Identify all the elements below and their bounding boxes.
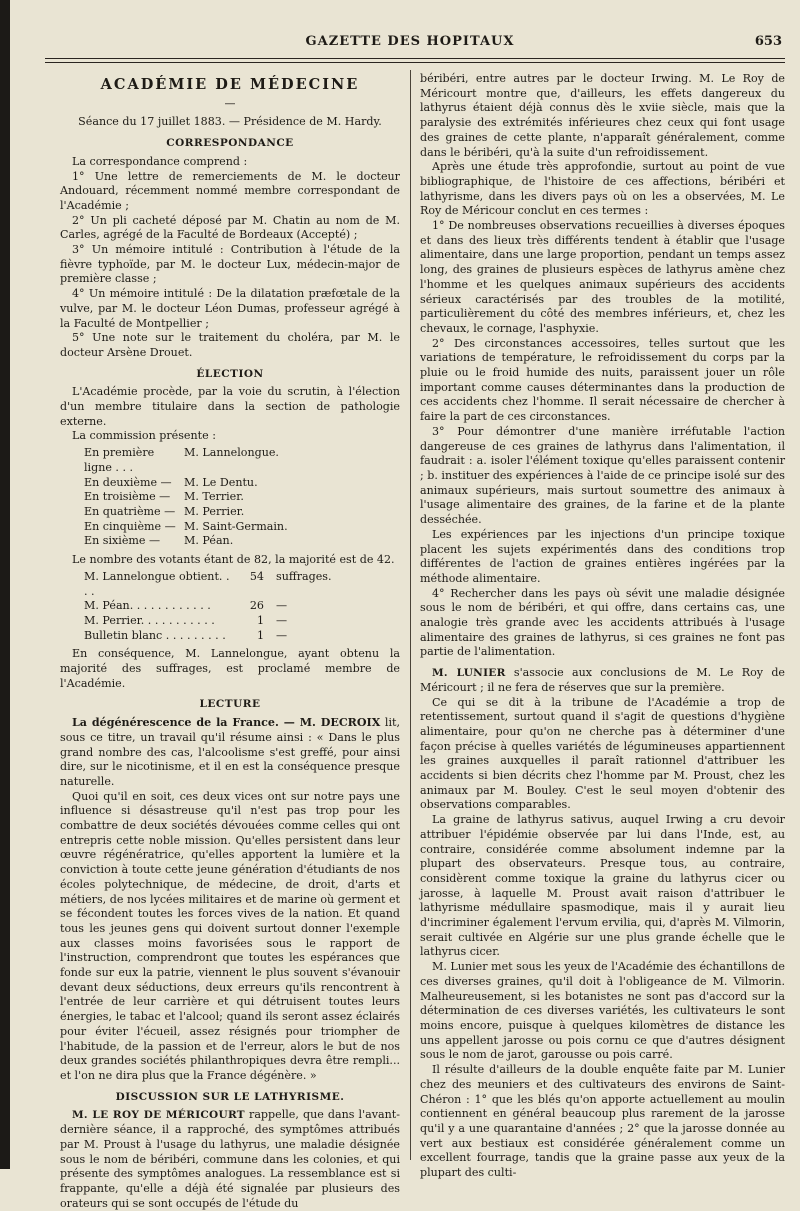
election-intro: L'Académie procède, par la voie du scrutin, à l'élection d'un membre titulaire dans la section de pathologie externe. [60, 385, 400, 428]
correspondance-intro: La correspondance comprend : [72, 154, 248, 168]
body-paragraph: Il résulte d'ailleurs de la double enquête faite par M. Lunier chez des meuniers et des cultivateurs des environs de Saint-Chéron : 1° que les blés qu'on apporte actuellement au moulin contiennent en général beaucoup plus rarement de la jarosse qu'il y a une quarantaine d'années ; 2° que la jarosse donnée au vert aux bestiaux est considérée généralement comme un excellent fourrage, tandis que la graine passe aux yeux de la plupart des culti- [420, 1063, 785, 1180]
body-paragraph: La graine de lathyrus sativus, auquel Irwing a cru devoir attribuer l'épidémie observée par lui dans l'Inde, est, au contraire, considérée comme absolument indemne par la plupart des observateurs. Presque tous, au contraire, considèrent comme toxique la graine du lathyrus cicer ou jarosse, à laquelle M. Proust avait raison d'attribuer le lathyrisme médullaire spasmodique, mais il y aurait lieu d'incriminer également l'ervum ervilia, qui, d'après M. Vilmorin, serait cultivée en Algérie sur une plus grande échelle que le lathyrus cicer. [420, 813, 785, 959]
lecture-paragraph: La dégénérescence de la France. — M. DECROIX lit, sous ce titre, un travail qu'il résume ainsi : « Dans le plus grand nombre des cas, l'alcoolisme s'est greffé, pour ainsi dire, sur le nicotinisme, et il en est la conséquence presque naturelle. [60, 716, 400, 788]
commission-line: La commission présente : [72, 429, 216, 443]
candidate-row: En cinquième — M. Saint-Germain. [84, 519, 288, 533]
journal-title: GAZETTE DES HOPITAUX [305, 34, 515, 49]
election-result: En conséquence, M. Lannelongue, ayant obtenu la majorité des suffrages, est proclamé membre de l'Académie. [60, 647, 400, 690]
seance-line: Séance du 17 juillet 1883. — Présidence de M. Hardy. [78, 115, 382, 129]
body-paragraph: Les expériences par les injections d'un principe toxique placent les sujets expérimentés dans des conditions trop différentes de l'action de graines entières ingérées par la méthode alimentaire. [420, 527, 785, 585]
speaker-name: M. LUNIER [432, 667, 506, 680]
candidate-row: En sixième — M. Péan. [84, 534, 234, 548]
candidate-list [84, 446, 400, 549]
candidate-row: En troisième — M. Terrier. [84, 490, 244, 504]
election-heading: ÉLECTION [196, 367, 264, 380]
candidate-row: En première ligne . . . M. Lannelongue. [84, 446, 279, 474]
body-paragraph: Après une étude très approfondie, surtout au point de vue bibliographique, de l'histoire de ces affections, béribéri et lathyrisme, dans les divers pays où on les a observées, M. Le Roy de Méricour conclut en ces termes : [420, 160, 785, 218]
discussion-heading: DISCUSSION SUR LE LATHYRISME. [115, 1090, 345, 1103]
votants-line: Le nombre des votants étant de 82, la majorité est de 42. [72, 553, 395, 567]
ornament: — [224, 96, 236, 110]
page-header [30, 14, 790, 49]
section-title: ACADÉMIE DE MÉDECINE [100, 76, 360, 93]
correspondance-item: 3° Un mémoire intitulé : Contribution à l'étude de la fièvre typhoïde, par M. le docteur Lux, médecin-major de première classe ; [60, 243, 400, 286]
lunier-paragraph: M. LUNIER s'associe aux conclusions de M. Le Roy de Méricourt ; il ne fera de réserves que sur la première. [420, 666, 785, 694]
vote-row: Bulletin blanc . . . . . . . . . 1 — [84, 628, 288, 642]
header-rule [45, 58, 785, 59]
left-column [60, 72, 400, 1211]
discussion-paragraph: M. LE ROY DE MÉRICOURT rappelle, que dans l'avant-dernière séance, il a rapproché, des symptômes attribués par M. Proust à l'usage du lathyrus, une maladie désignée sous le nom de béribéri, commune dans les colonies, et qui présente des symptômes analogues. La ressemblance est si frappante, qu'elle a déjà été signalée par plusieurs des orateurs qui se sont occupés de l'étude du [60, 1108, 400, 1210]
header-rule-thin [45, 62, 785, 63]
correspondance-item: 2° Un pli cacheté déposé par M. Chatin au nom de M. Carles, agrégé de la Faculté de Bordeaux (Accepté) ; [60, 213, 400, 242]
vote-list [84, 570, 400, 644]
lecture-title: La dégénérescence de la France. — M. DECROIX [72, 716, 381, 730]
lecture-heading: LECTURE [199, 698, 261, 711]
body-paragraph: béribéri, entre autres par le docteur Irwing. M. Le Roy de Méricourt montre que, d'ailleurs, les effets dangereux du lathyrus étaient déjà connus dès le xviie siècle, mais que la paralysie des extrémités inférieures chez ceux qui font usage des graines de cette plante, n'apparaît généralement, comme dans le béribéri, qu'à la suite d'un refroidissement. [420, 72, 785, 159]
correspondance-heading: CORRESPONDANCE [166, 137, 294, 150]
correspondance-item: 5° Une note sur le traitement du choléra, par M. le docteur Arsène Drouet. [60, 331, 400, 359]
page-edge [0, 0, 10, 1169]
vote-row: M. Lannelongue obtient. . . . 54 suffrages. [84, 569, 332, 598]
body-paragraph: Ce qui se dit à la tribune de l'Académie a trop de retentissement, surtout quand il s'agit de questions d'hygiène alimentaire, pour qu'on ne cherche pas à déterminer d'une façon précise à quelles variétés de légumineuses appartiennent les graines auxquelles il paraît rationnel d'attribuer les accidents si bien décrits chez l'homme par M. Proust, chez les animaux par M. Bouley. C'est le seul moyen d'obtenir des observations comparables. [420, 695, 785, 812]
vote-row: M. Perrier. . . . . . . . . . . 1 — [84, 613, 288, 627]
conclusion-item: 1° De nombreuses observations recueillies à diverses époques et dans des lieux très différents tendent à établir que l'usage alimentaire, dans une large proportion, pendant un temps assez long, des graines de plusieurs espèces de lathyrus amène chez l'homme et les quelques animaux supérieurs des accidents sérieux caractérisés par des troubles de la motilité, particulièrement du côté des membres inférieurs, et, chez les chevaux, le cornage, l'asphyxie. [420, 219, 785, 335]
column-divider [410, 70, 411, 1160]
page-number: 653 [754, 34, 782, 49]
right-column [420, 72, 785, 1181]
correspondance-item: 1° Une lettre de remerciements de M. le docteur Andouard, récemment nommé membre correspondant de l'Académie ; [60, 169, 400, 212]
conclusion-item: 3° Pour démontrer d'une manière irréfutable l'action dangereuse de ces graines de lathyrus dans l'alimentation, il faudrait : a. isoler l'élément toxique qu'elles paraissent contenir ; b. instituer des expériences à l'aide de ce principe isolé sur des animaux supérieurs, mais surtout soumettre des animaux à l'usage alimentaire des graines, de la farine et de la plante desséchée. [420, 424, 785, 527]
vote-row: M. Péan. . . . . . . . . . . . 26 — [84, 599, 288, 613]
conclusion-item: 4° Rechercher dans les pays où sévit une maladie désignée sous le nom de béribéri, et qui offre, dans certains cas, une analogie très grande avec les accidents attribués à l'usage alimentaire des graines de lathyrus, si ces graines ne font pas partie de l'alimentation. [420, 586, 785, 659]
conclusion-item: 2° Des circonstances accessoires, telles surtout que les variations de température, le refroidissement du corps par la pluie ou le froid humide des nuits, paraissent jouer un rôle important comme causes déterminantes dans la production de ces accidents chez l'homme. Il serait nécessaire de chercher à faire la part de ces circonstances. [420, 336, 785, 424]
speaker-name: M. LE ROY DE MÉRICOURT [72, 1109, 245, 1122]
correspondance-item: 4° Un mémoire intitulé : De la dilatation præfœtale de la vulve, par M. le docteur Léon Dumas, professeur agrégé à la Faculté de Montpellier ; [60, 287, 400, 330]
lecture-paragraph: Quoi qu'il en soit, ces deux vices ont sur notre pays une influence si désastreuse qu'il n'est pas trop pour les combattre de deux sociétés dévouées comme celles qui ont entrepris cette noble mission. Qu'elles persistent dans leur œuvre régénératrice, qu'elles apportent la lumière et la conviction à toute cette jeune génération d'étudiants de nos écoles polytechnique, de médecine, de droit, d'arts et métiers, de nos lycées militaires et de marine où germent et se fécondent toutes les forces vives de la nation. Et quand tous les jeunes gens qui doivent surtout donner l'exemple aux classes moins favorisées sous le rapport de l'instruction, comprendront que toutes les espérances que fonde sur eux la patrie, viennent le plus souvent s'évanouir devant deux séductions, deux erreurs qu'ils rencontrent à l'entrée de leur carrière et qui détruisent toutes leurs énergies, le tabac et l'alcool; quand ils seront assez éclairés pour éviter l'écueil, assez résignés pour triompher de l'habitude, de la passion et de l'erreur, alors le but de nos deux grandes sociétés philanthropiques devra être rempli... et l'on ne dira plus que la France dégénère. » [60, 789, 400, 1082]
body-paragraph: M. Lunier met sous les yeux de l'Académie des échantillons de ces diverses graines, qu'il doit à l'obligeance de M. Vilmorin. Malheureusement, si les botanistes ne sont pas d'accord sur la détermination de ces diverses variétés, les cultivateurs le sont moins encore, puisque à quelques kilomètres de distance les uns appellent jarosse ou pois cornu ce que d'autres désignent sous le nom de jarot, garousse ou pois carré. [420, 960, 785, 1062]
candidate-row: En quatrième — M. Perrier. [84, 504, 245, 518]
candidate-row: En deuxième — M. Le Dentu. [84, 475, 258, 489]
